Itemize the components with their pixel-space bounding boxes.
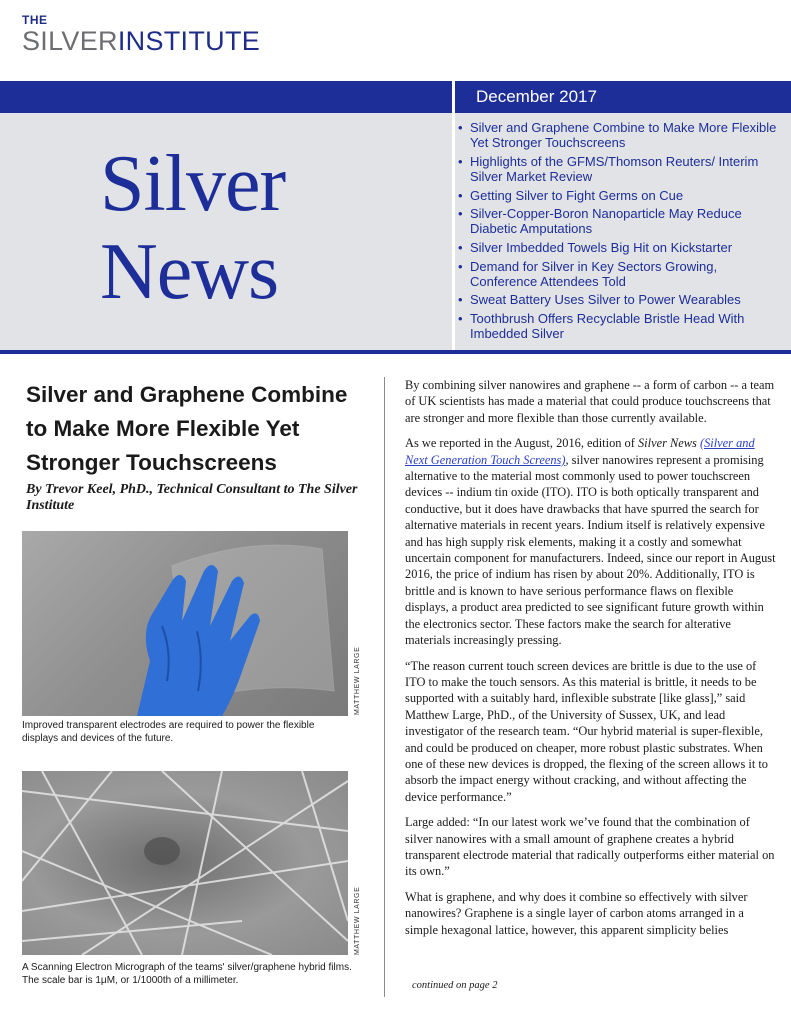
issue-date: December 2017 bbox=[476, 87, 597, 106]
article-paragraph: “The reason current touch screen devices are brittle is due to the use of ITO to make the touch sensors. As this material is brittle, it needs to be supported with a suitably hard, inflexible substrate [like glass],” said Matthew Large, PhD., of the University of Sussex, UK, and lead investigator of the research team. “Our hybrid material is super-flexible, and could be produced on cheaper, more robust plastic substrates. When one of these new devices is dropped, the flexing of the screen allows it to absorb the impact energy without cracking, and without affecting the device performance.” bbox=[405, 658, 769, 804]
toc-item[interactable]: • Highlights of the GFMS/Thomson Reuters/ Interim Silver Market Review bbox=[458, 154, 783, 184]
paragraph-text: As we reported in the August, 2016, edition of bbox=[405, 436, 638, 451]
toc-item[interactable]: • Demand for Silver in Key Sectors Growing, Conference Attendees Told bbox=[458, 259, 783, 289]
logo-the: THE bbox=[22, 13, 48, 27]
article-paragraph: By combining silver nanowires and graphene -- a form of carbon -- a team of UK scientists has made a material that could produce touchscreens that are stronger and more flexible than those currently available. bbox=[405, 378, 775, 425]
article-paragraph: What is graphene, and why does it combine so effectively with silver nanowires? Graphene is a single layer of carbon atoms arranged in a simple hexagonal lattice, however, this apparent simplicity belies bbox=[405, 889, 748, 937]
paragraph-text: , silver nanowires represent a promising alternative to the material most commonly used to power touchscreen devices -- indium tin oxide (ITO). ITO is both optically transparent and conductive, but it does have drawbacks that have spurred the search for alternative materials in recent years. Indium itself is relatively expensive and has high supply risk elements, making it a costly and somewhat uncertain component for manufacturers. Indeed, since our report in August 2016, the price of indium has risen by about 20%. Additionally, ITO is brittle and is known to have serious performance flaws on flexible displays, a product area predicted to see significant future growth within the electronics sector. These factors make the search for alterative materials increasingly pressing. bbox=[405, 452, 776, 648]
article-byline: By Trevor Keel, PhD., Technical Consultant to The Silver Institute bbox=[26, 482, 358, 513]
newsletter-title-line1: Silver bbox=[100, 140, 286, 228]
continued-note[interactable]: continued on page 2 bbox=[412, 980, 498, 991]
newsletter-title-line2: News bbox=[100, 228, 279, 316]
article-link[interactable]: (Silver and Next Generation Touch Screens) bbox=[405, 436, 755, 467]
toc-item[interactable]: • Silver Imbedded Towels Big Hit on Kickstarter bbox=[458, 240, 783, 255]
photo-electron-micrograph bbox=[22, 771, 348, 955]
toc-item[interactable]: • Silver-Copper-Boron Nanoparticle May Reduce Diabetic Amputations bbox=[458, 206, 783, 236]
photo-gloved-hand-flexible-film bbox=[22, 531, 348, 716]
nanowire-micrograph-illustration bbox=[22, 771, 348, 955]
masthead-bottom-rule bbox=[0, 350, 791, 354]
column-divider bbox=[384, 377, 385, 997]
logo-wordmark bbox=[22, 26, 260, 56]
photo1-credit: MATTHEW LARGE bbox=[354, 646, 361, 715]
masthead-bar-left bbox=[0, 81, 452, 113]
toc-item[interactable]: • Silver and Graphene Combine to Make More Flexible Yet Stronger Touchscreens bbox=[458, 120, 783, 150]
masthead-divider bbox=[452, 113, 455, 350]
article-paragraph bbox=[405, 435, 777, 648]
toc-item[interactable]: • Sweat Battery Uses Silver to Power Wearables bbox=[458, 292, 783, 307]
publication-name: Silver News bbox=[637, 436, 697, 451]
gloved-hand-illustration bbox=[22, 531, 348, 716]
article-body bbox=[405, 377, 777, 947]
logo-silver: SILVER bbox=[22, 26, 118, 56]
article-headline: Silver and Graphene Combine to Make More Flexible Yet Stronger Touchscreens bbox=[26, 382, 348, 475]
table-of-contents bbox=[458, 120, 783, 345]
photo2-caption: A Scanning Electron Micrograph of the teams' silver/graphene hybrid films. The scale bar is 1μM, or 1/1000th of a millimeter. bbox=[22, 962, 352, 986]
silver-institute-logo[interactable] bbox=[22, 14, 260, 56]
toc-item[interactable]: • Getting Silver to Fight Germs on Cue bbox=[458, 188, 783, 203]
newsletter-title bbox=[100, 140, 440, 316]
photo2-credit: MATTHEW LARGE bbox=[354, 886, 361, 955]
photo1-caption: Improved transparent electrodes are required to power the flexible displays and devices of the future. bbox=[22, 720, 315, 744]
logo-institute: INSTITUTE bbox=[117, 26, 261, 56]
article-paragraph: Large added: “In our latest work we’ve found that the combination of silver nanowires with a small amount of graphene creates a hybrid transparent electrode material that radically outperforms either material on its own.” bbox=[405, 815, 775, 879]
toc-item[interactable]: • Toothbrush Offers Recyclable Bristle Head With Imbedded Silver bbox=[458, 311, 783, 341]
